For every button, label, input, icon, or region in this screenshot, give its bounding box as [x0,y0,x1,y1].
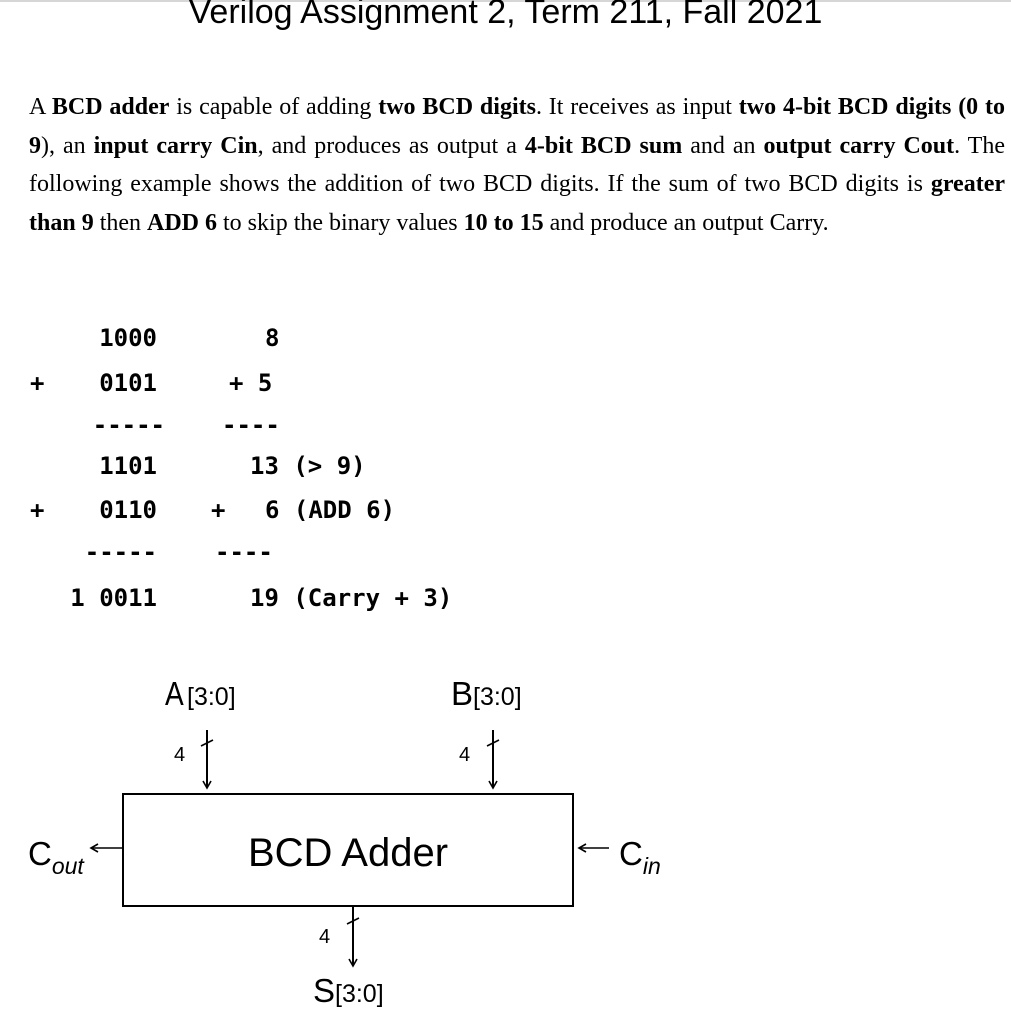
decimal-correction: 6 (ADD 6) [265,496,396,524]
binary-plus-1: + [30,369,45,397]
decimal-operand-1: 8 [265,324,280,352]
paragraph-text-run: . The following example shows the addition of two BCD digits. If the sum of two BCD digits is [29,132,1005,197]
binary-correction: 0110 [99,496,157,524]
binary-operand-2: 0101 [99,369,157,397]
paragraph-text-run: and an [682,132,764,159]
binary-plus-2: + [30,496,45,524]
paragraph-bold-run: 4-bit BCD sum [524,132,683,159]
paragraph-text-run: . It receives as input [535,94,739,120]
paragraph-bold-run: input carry Cin [93,132,258,159]
binary-partial-sum: 1101 [99,452,157,480]
paragraph-text-run: ), an [41,132,94,159]
paragraph-text-run: and produce an output Carry. [543,209,829,236]
output-s-label: S[3:0] [313,972,384,1009]
document-title: Verilog Assignment 2, Term 211, Fall 2021 [188,0,823,31]
decimal-plus-2: + [211,496,226,524]
input-a-width: 4 [174,744,186,766]
paragraph-bold-run: BCD adder [51,94,170,120]
paragraph-text-run: , and produces as output a [257,132,525,159]
paragraph-bold-run: ADD 6 [147,209,218,236]
decimal-rule-2: ---- [215,538,273,566]
input-b-label: B[3:0] [451,675,522,712]
decimal-partial-sum: 13 (> 9) [250,452,366,480]
paragraph-bold-run: two 4-bit BCD digits (0 to 9 [29,94,1006,159]
decimal-operand-2: + 5 [229,369,273,397]
decimal-rule-1: ---- [222,411,280,439]
binary-operand-1: 1000 [99,324,157,352]
bcd-adder-label: BCD Adder [247,831,449,875]
paragraph-text-run: A [29,94,52,120]
binary-result: 1 0011 [70,584,157,612]
paragraph-bold-run: greater than 9 [29,171,1005,236]
input-a-label: A [3:0] [165,675,236,712]
paragraph-bold-run: 10 to 15 [463,209,544,236]
paragraph-bold-run: two BCD digits [378,94,536,120]
carry-out-label: $C_{out}$ [28,835,84,879]
output-s-width: 4 [319,926,331,948]
binary-rule-2: ----- [84,538,157,566]
input-b-width: 4 [459,744,471,766]
paragraph-text-run: to skip the binary values [217,209,464,236]
binary-rule-1: ----- [92,411,165,439]
paragraph-bold-run: output carry Cout [763,132,955,159]
paragraph-text-run: then [93,209,148,236]
description-paragraph [29,88,1005,242]
paragraph-text-run: is capable of adding [169,94,379,120]
decimal-result: 19 (Carry + 3) [250,584,453,612]
carry-in-label: $C_{in}$ [619,835,661,879]
